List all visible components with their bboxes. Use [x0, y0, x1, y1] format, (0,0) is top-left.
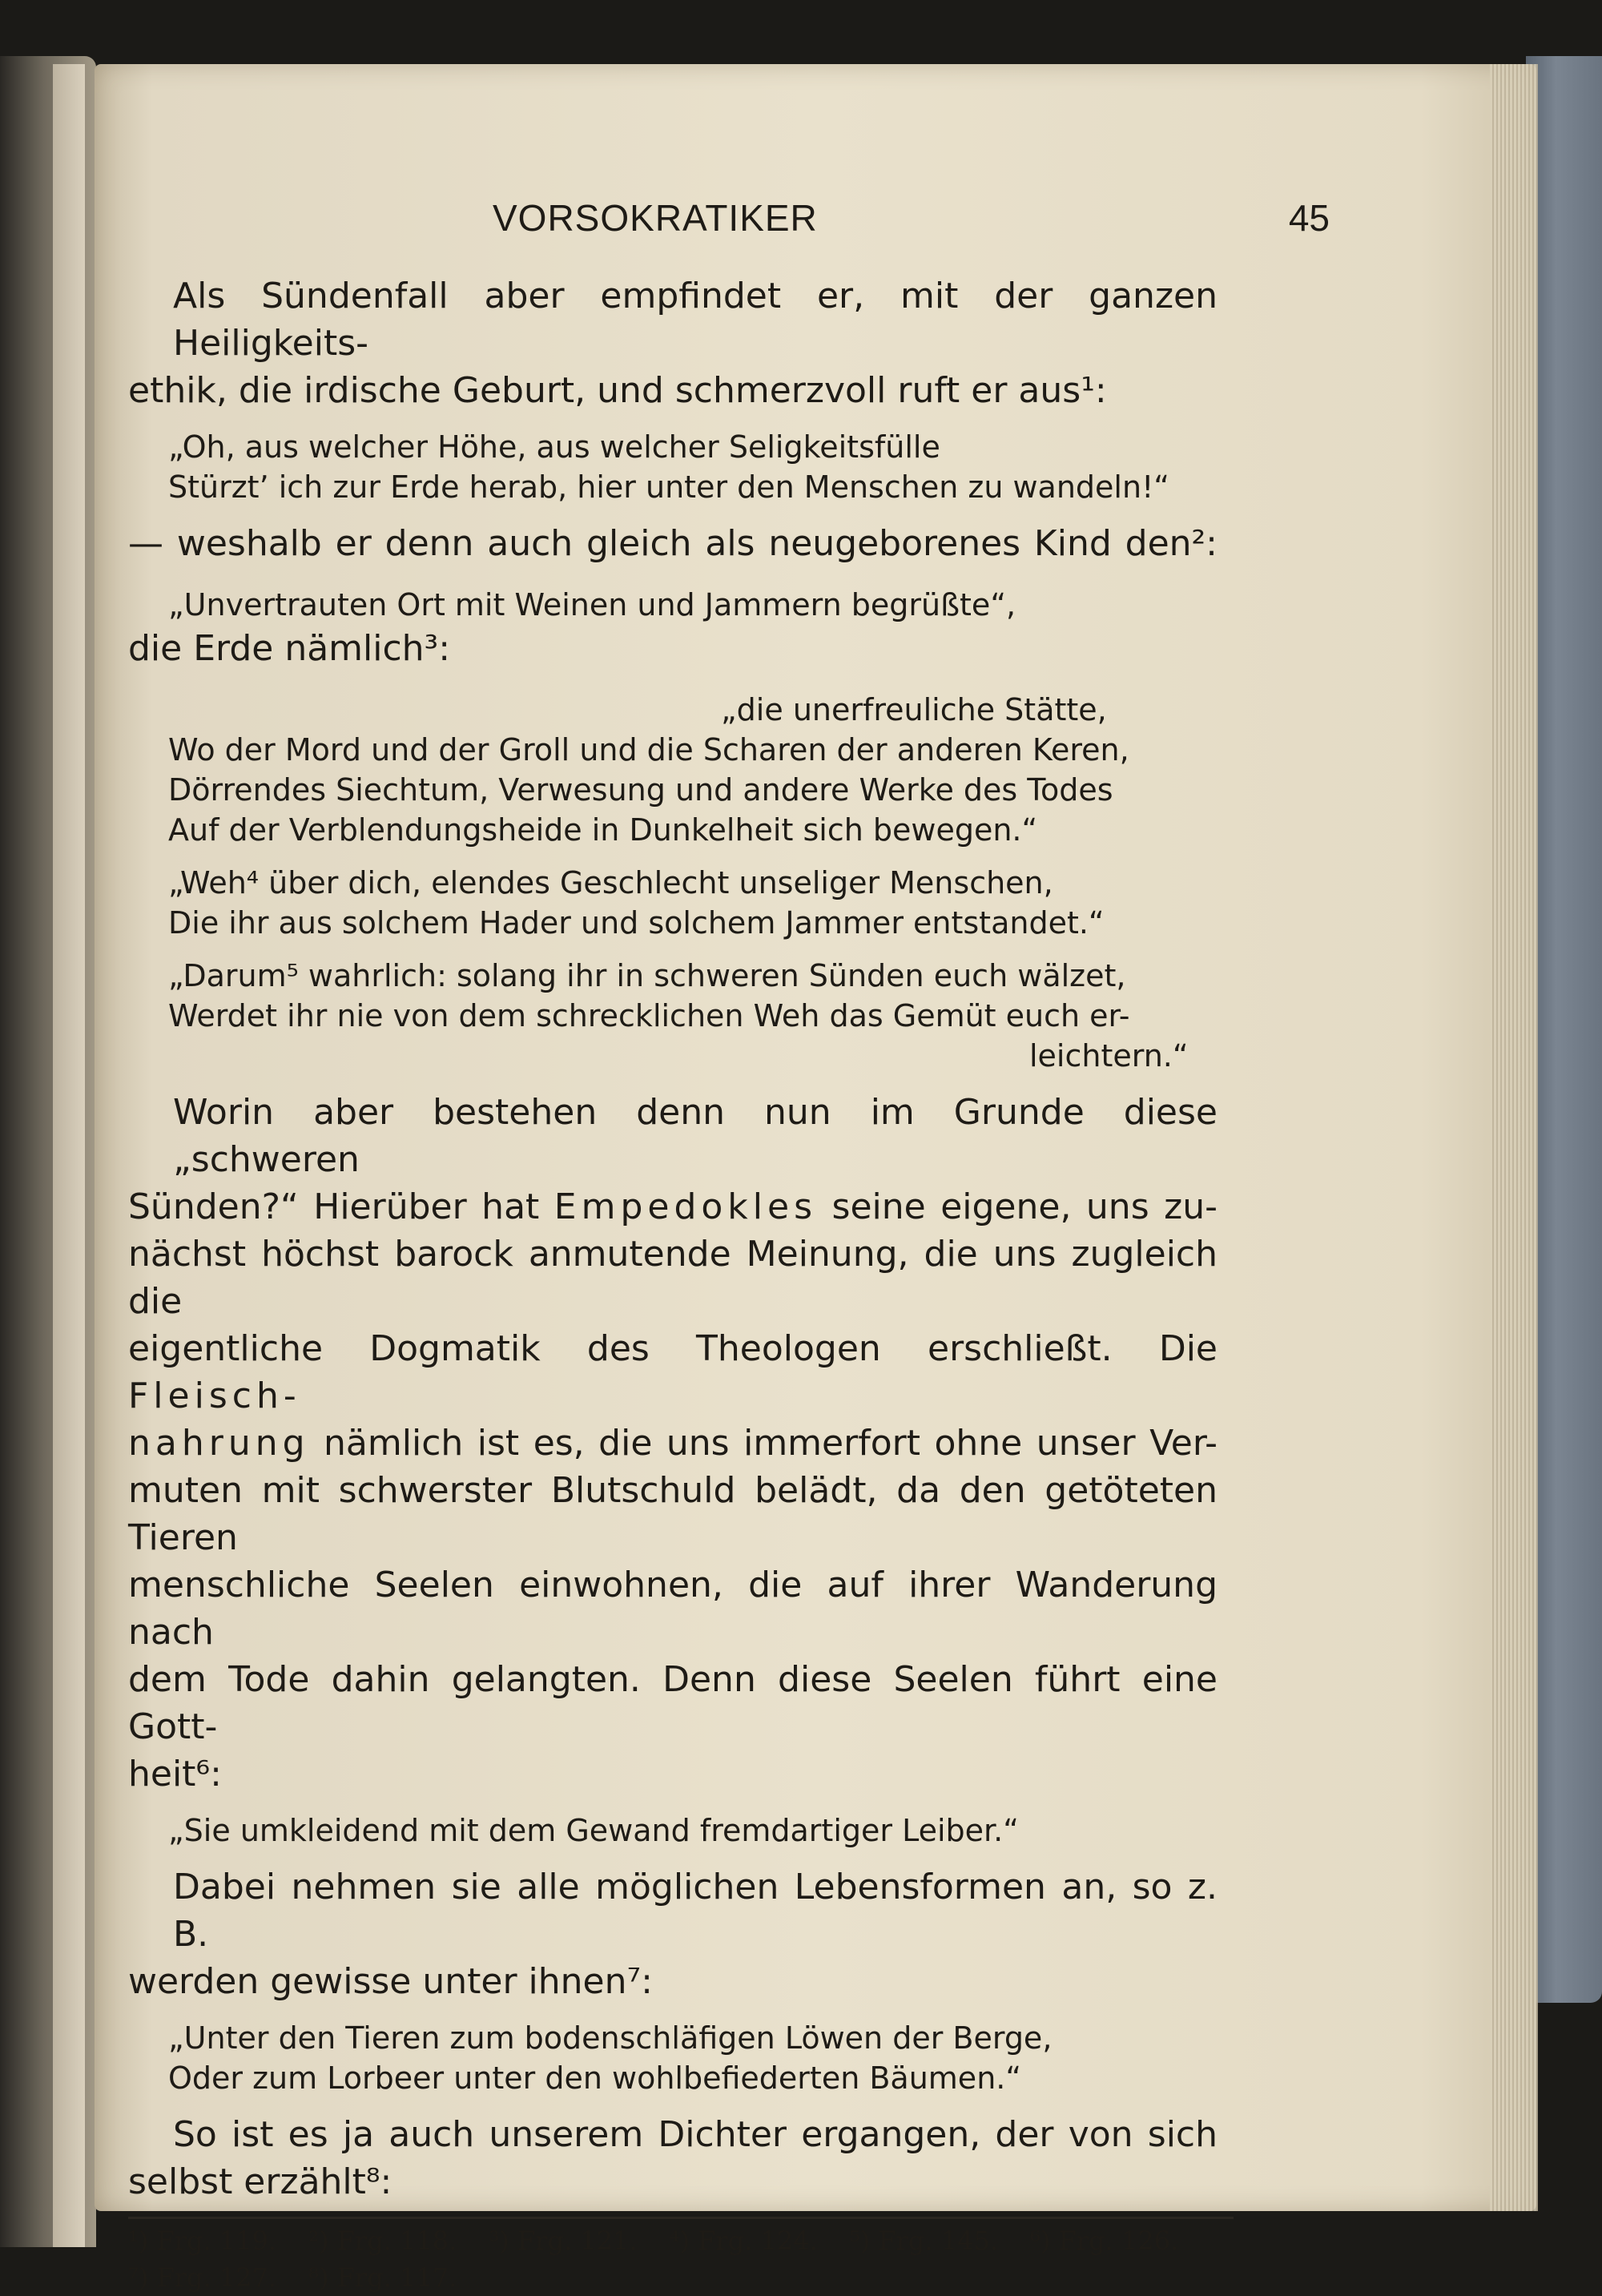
verse-line: „Unvertrauten Ort mit Weinen und Jammern begrüßte“,: [168, 587, 1016, 622]
paragraph-4: [128, 2111, 1218, 2205]
verse-line: leichtern.“: [1029, 1038, 1189, 1073]
running-head: [128, 196, 1330, 252]
page-stack-edge: [1490, 64, 1538, 2211]
footnote-rule: [128, 2217, 1234, 2219]
footnote: ⁷) Frg. 127.: [128, 2262, 277, 2293]
text-line: nahrung nämlich ist es, die uns immerfort ohne unser Ver-: [128, 1423, 1218, 1464]
verse-line: „Sie umkleidend mit dem Gewand fremdartiger Leiber.“: [168, 1813, 1019, 1848]
verse-quote-7: [128, 2018, 1218, 2098]
verse-quote-2: [128, 585, 1218, 625]
footnote: ¹) Frg. 119.: [128, 2226, 277, 2256]
text-line: Dabei nehmen sie alle möglichen Lebensformen an, so z. B.: [173, 1867, 1218, 1955]
page-number: 45: [1288, 197, 1330, 239]
verse-quote-3: [128, 690, 1218, 850]
verse-line: „die unerfreuliche Stätte,: [721, 692, 1107, 727]
text-line: So ist es ja auch unserem Dichter ergangen, der von sich: [173, 2114, 1218, 2155]
text-line: muten mit schwerster Blutschuld belädt, da den getöteten Tieren: [128, 1470, 1218, 1558]
text-line: die Erde nämlich³:: [128, 628, 451, 669]
spaced-word: Fleisch-: [128, 1376, 301, 1416]
spaced-name: Empedokles: [553, 1186, 818, 1227]
verse-line: Auf der Verblendungsheide in Dunkelheit sich bewegen.“: [168, 812, 1038, 848]
footnote: ²) Frg. 118.: [308, 2226, 457, 2256]
running-head-title: VORSOKRATIKER: [493, 197, 818, 239]
text-line: menschliche Seelen einwohnen, die auf ihrer Wanderung nach: [128, 1565, 1218, 1653]
verse-line: Die ihr aus solchem Hader und solchem Jammer entstandet.“: [168, 905, 1105, 941]
verse-quote-4: [128, 863, 1218, 943]
footnote: ⁶) Frg. 126.: [1030, 2226, 1179, 2256]
footnote: ³) Frg. 121.: [489, 2226, 638, 2256]
verse-line: Wo der Mord und der Groll und die Scharen der anderen Keren,: [168, 732, 1129, 767]
paragraph-3: [128, 1863, 1218, 2005]
verse-line: „Darum⁵ wahrlich: solang ihr in schweren Sünden euch wälzet,: [168, 958, 1126, 993]
footnote: ⁵) Frg. 145.: [849, 2226, 998, 2256]
footnote: ⁸) Frg. 117.: [308, 2262, 457, 2293]
text-line: heit⁶:: [128, 1754, 222, 1795]
footnotes: [128, 2222, 1218, 2296]
page-body: [128, 272, 1218, 2296]
text-line: werden gewisse unter ihnen⁷:: [128, 1961, 653, 2002]
text-line: selbst erzählt⁸:: [128, 2161, 392, 2202]
verse-line: „Oh, aus welcher Höhe, aus welcher Seligkeitsfülle: [168, 429, 940, 465]
spaced-word: nahrung: [128, 1423, 310, 1464]
paragraph-2: [128, 1089, 1218, 1798]
paragraph-1: [128, 272, 1218, 414]
footnote-row: [128, 2222, 1218, 2259]
text-line: Worin aber bestehen denn nun im Grunde diese „schweren: [173, 1092, 1218, 1180]
verse-line: Stürzt’ ich zur Erde herab, hier unter den Menschen zu wandeln!“: [168, 469, 1169, 505]
text-line: eigentliche Dogmatik des Theologen erschließt. Die Fleisch-: [128, 1328, 1218, 1416]
verse-line: Dörrendes Siechtum, Verwesung und andere Werke des Todes: [168, 772, 1113, 808]
left-page-paper: [53, 64, 85, 2247]
left-page-edge: [0, 56, 96, 2247]
verse-line: Oder zum Lorbeer unter den wohlbefiederten Bäumen.“: [168, 2060, 1022, 2096]
verse-line: „Weh⁴ über dich, elendes Geschlecht unseliger Menschen,: [168, 865, 1053, 900]
text-line: Sünden?“ Hierüber hat Empedokles seine eigene, uns zu-: [128, 1186, 1218, 1227]
footnote: ⁴) Frg. 124.: [669, 2226, 818, 2256]
text-line: nächst höchst barock anmutende Meinung, die uns zugleich die: [128, 1234, 1218, 1322]
paragraph-weshalb: [128, 520, 1218, 567]
verse-quote-6: [128, 1811, 1218, 1851]
verse-line: „Unter den Tieren zum bodenschläfigen Löwen der Berge,: [168, 2020, 1053, 2056]
footnote-row: [128, 2259, 1218, 2296]
verse-line: Werdet ihr nie von dem schrecklichen Weh das Gemüt euch er-: [168, 998, 1130, 1033]
paragraph-erde: [128, 625, 1218, 672]
verse-quote-5: [128, 956, 1218, 1076]
verse-quote-1: [128, 427, 1218, 507]
text-line: — weshalb er denn auch gleich als neugeborenes Kind den²:: [128, 523, 1218, 564]
text-line: Als Sündenfall aber empfindet er, mit der ganzen Heiligkeits-: [173, 276, 1218, 364]
text-line: dem Tode dahin gelangten. Denn diese Seelen führt eine Gott-: [128, 1659, 1218, 1747]
text-line: ethik, die irdische Geburt, und schmerzvoll ruft er aus¹:: [128, 370, 1107, 411]
